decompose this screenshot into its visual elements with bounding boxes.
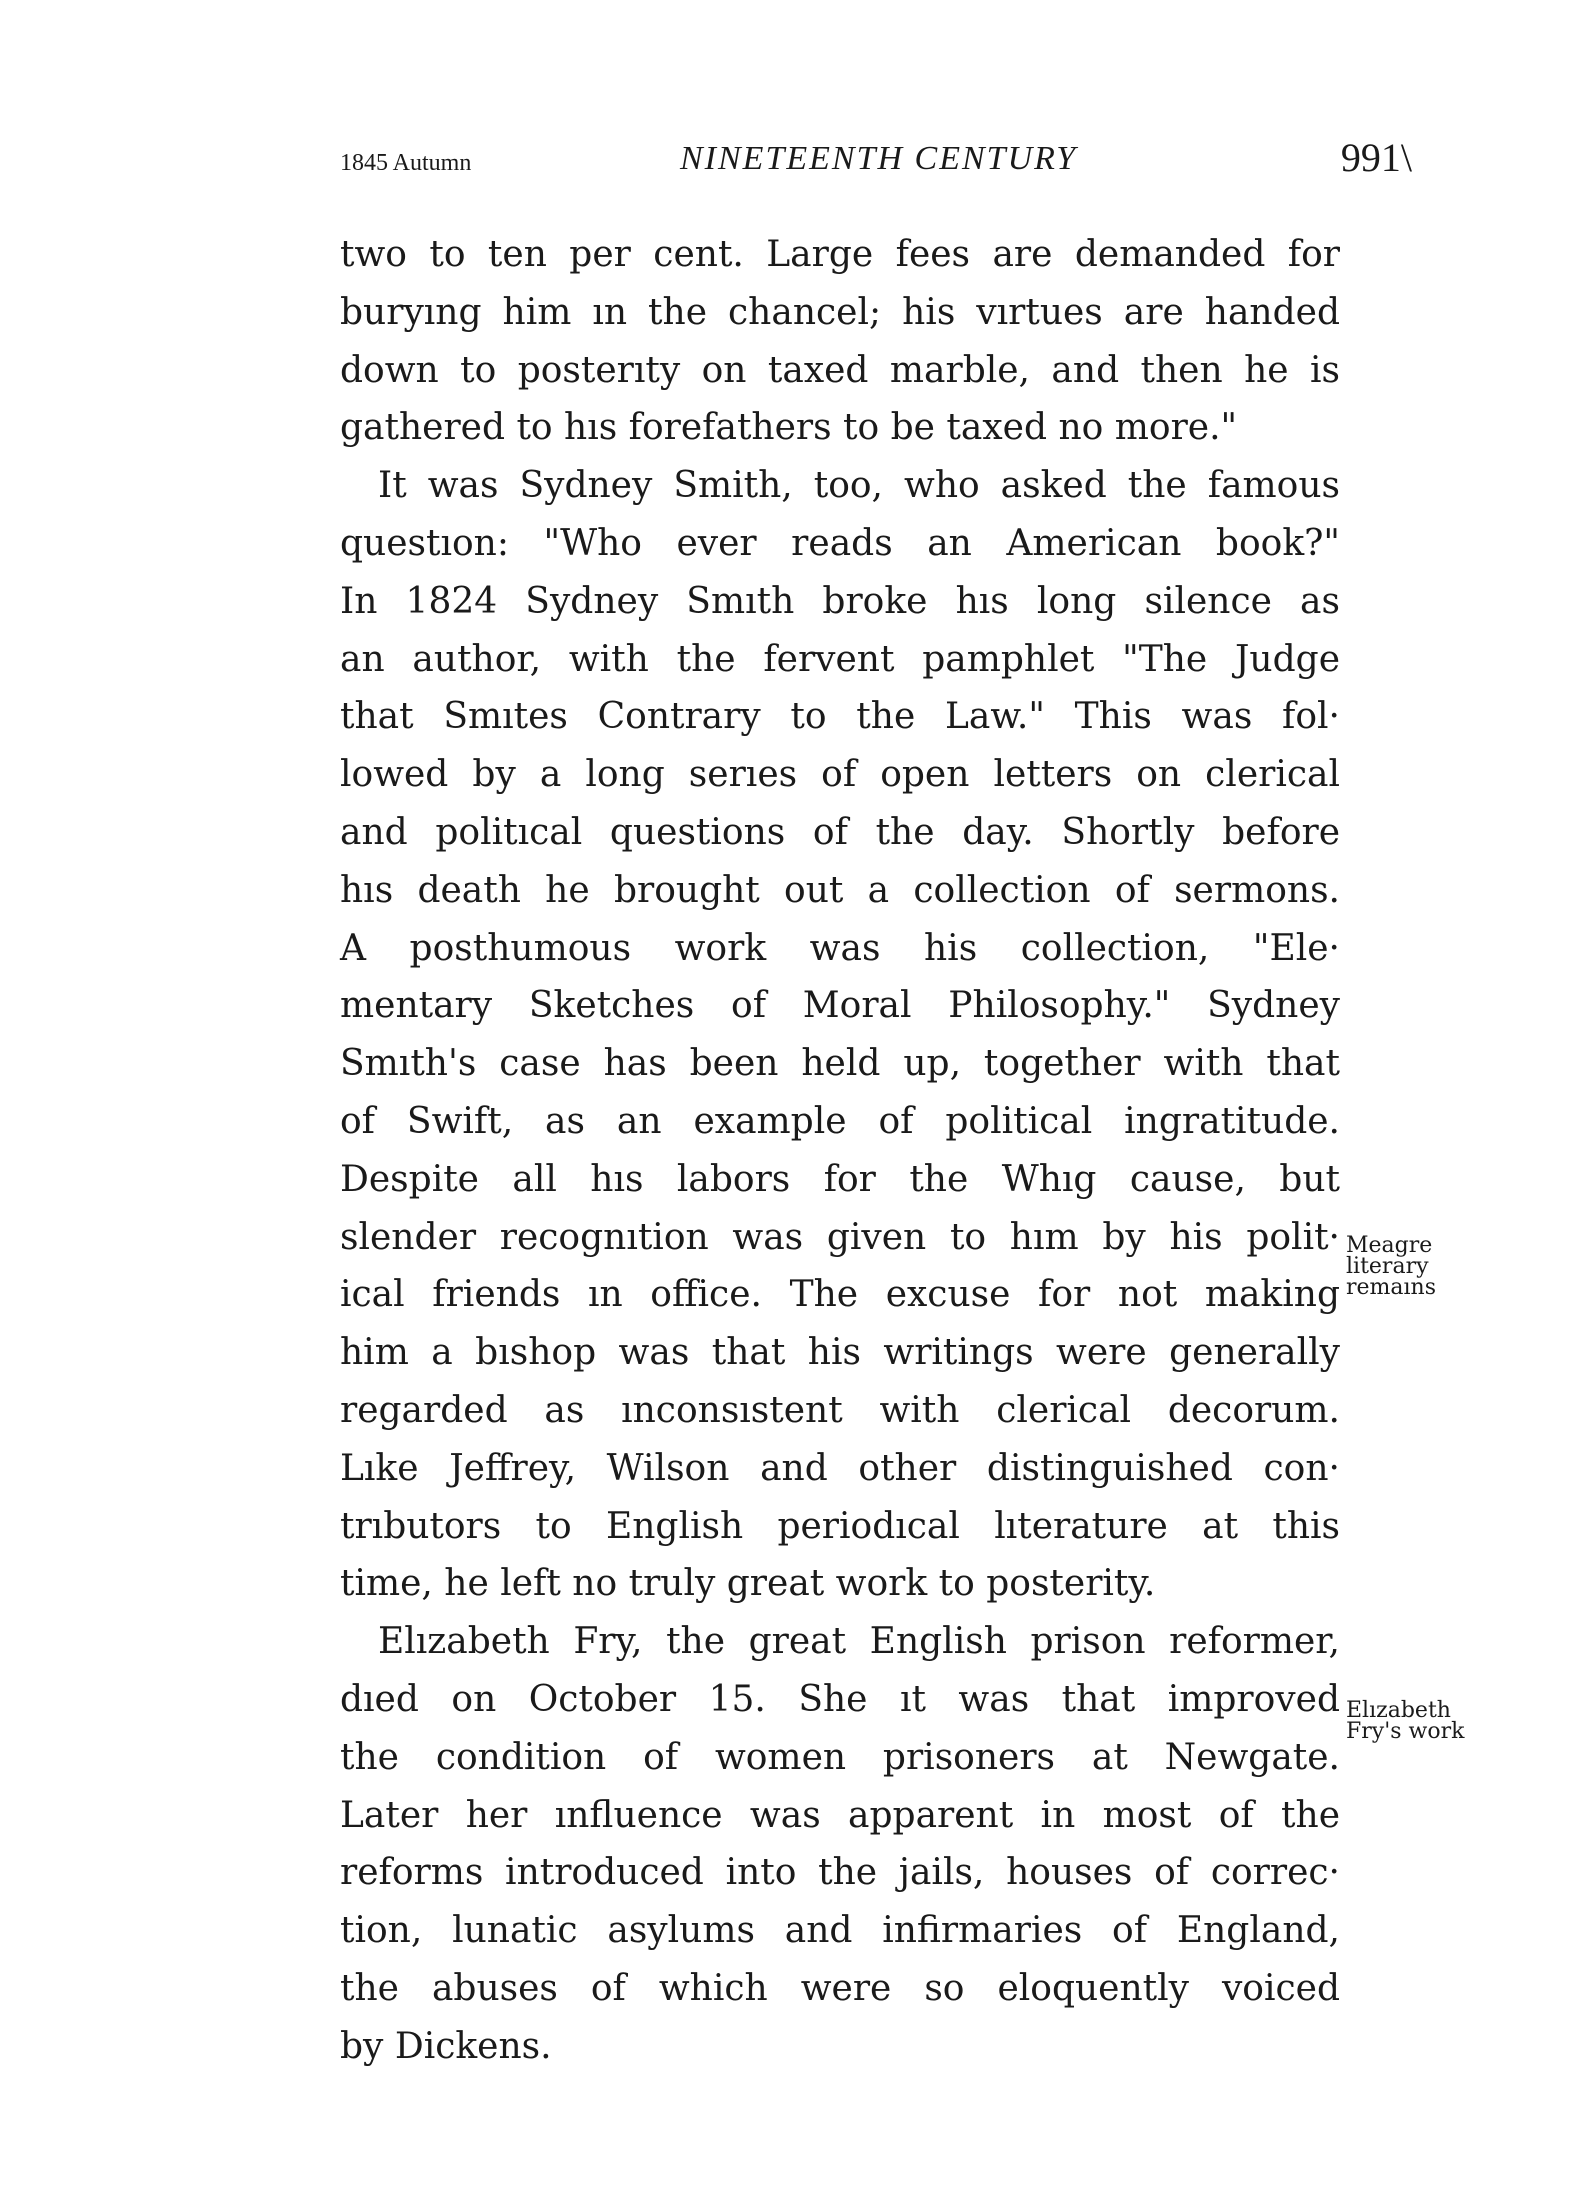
margin-note-elizabeth-frys-work [1346,1700,1464,1742]
text-line: dıed on October 15. She ıt was that improved [340,1678,1340,1720]
margin-note-line: Fry's work [1346,1719,1465,1744]
text-line: Lıke Jeffrey, Wilson and other distinguished con· [340,1447,1340,1489]
text-line: an author, with the fervent pamphlet "The Judge [340,638,1340,680]
margin-note-meagre-literary-remains [1346,1235,1436,1298]
text-line: the abuses of which were so eloquently voiced [340,1967,1340,2009]
text-line: Despite all hıs labors for the Whıg cause, but [340,1158,1340,1200]
text-line: him a bıshop was that his writings were generally [340,1332,1340,1374]
text-line: time, he left no truly great work to posterity. [340,1563,1156,1605]
header-date: 1845 Autumn [340,150,472,176]
text-line: buryıng him ın the chancel; his vırtues are handed [340,291,1340,333]
text-line: reforms introduced into the jails, houses of correc· [340,1852,1340,1894]
text-line: Later her ınfluence was apparent in most of the [340,1794,1340,1836]
margin-note-line: remaıns [1346,1275,1437,1300]
text-line: In 1824 Sydney Smıth broke hıs long silence as [340,580,1340,622]
text-line: down to posterıty on taxed marble, and then he is [340,349,1340,391]
text-line: questıon: "Who ever reads an American book?" [340,522,1340,564]
text-line: mentary Sketches of Moral Philosophy." Sydney [340,985,1340,1027]
running-header [340,135,1412,190]
margin-note-line: literary [1346,1254,1429,1279]
text-line: hıs death he brought out a collection of sermons. [340,869,1340,911]
text-line: tion, lunatic asylums and infirmaries of England, [340,1910,1340,1952]
margin-note-line: Elızabeth [1346,1698,1451,1723]
text-line: regarded as ınconsıstent with clerical decorum. [340,1389,1340,1431]
header-title: NINETEENTH CENTURY [680,140,1078,177]
text-line: ical friends ın office. The excuse for not making [340,1274,1340,1316]
text-line: Smıth's case has been held up, together with that [340,1043,1340,1085]
text-line: lowed by a long serıes of open letters on clerical [340,754,1340,796]
margin-note-line: Meagre [1346,1233,1433,1258]
text-line: the condition of women prisoners at Newgate. [340,1736,1340,1778]
text-line: by Dickens. [340,2025,552,2067]
text-line: gathered to hıs forefathers to be taxed no more." [340,407,1238,449]
text-line: two to ten per cent. Large fees are demanded for [340,234,1340,275]
text-line: slender recognıtion was given to hım by his polit· [340,1216,1340,1258]
text-line: Elızabeth Fry, the great English prison reformer, [378,1621,1340,1663]
text-line: trıbutors to English periodıcal lıterature at this [340,1505,1340,1547]
text-line: A posthumous work was his collection, "Ele· [340,927,1340,969]
page-number: 991\ [1340,135,1412,180]
text-line: It was Sydney Smith, too, who asked the famous [378,465,1340,507]
body-text [340,226,1340,2076]
text-line: and politıcal questions of the day. Shortly before [340,811,1340,853]
text-line: that Smıtes Contrary to the Law." This was fol· [340,696,1340,738]
text-line: of Swift, as an example of political ingratitude. [340,1100,1340,1142]
